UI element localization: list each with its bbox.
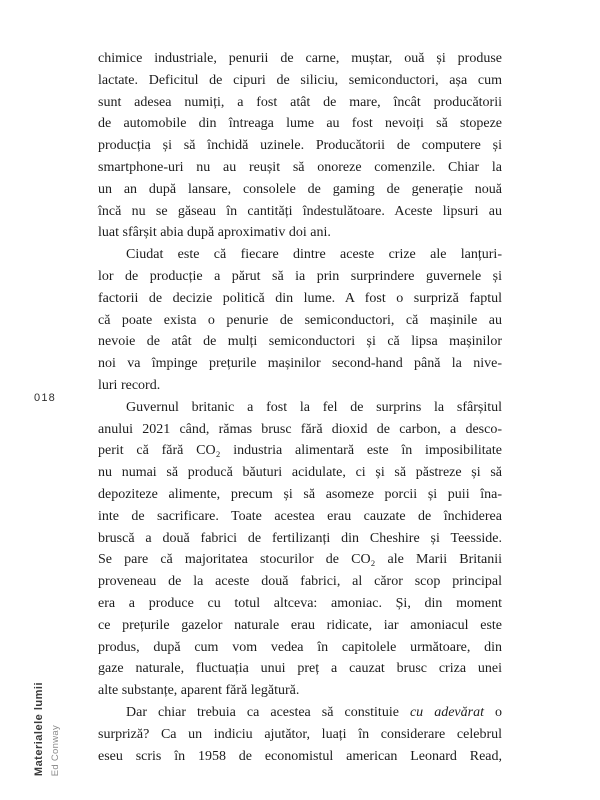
text-line: lactate. Deficitul de cipuri de siliciu, semiconductori, așa cum: [98, 72, 502, 88]
text-line: Ciudat este că fiecare dintre aceste crize ale lanțuri-: [126, 247, 502, 263]
book-title-vertical: Materialele lumii: [33, 681, 45, 776]
text-line: luat sfârșit abia după aproximativ doi ani.: [98, 225, 331, 241]
text-line: proveneau de la aceste două fabrici, al căror scop principal: [98, 574, 502, 590]
text-line: depoziteze alimente, precum și să asomeze porcii și puii îna-: [98, 486, 502, 502]
text-line: producția și să închidă uzinele. Producătorii de computere și: [98, 138, 502, 154]
spine-text: [33, 682, 61, 776]
text-line: alte substanțe, aparent fără legătură.: [98, 683, 300, 699]
text-line: gaze naturale, fluctuația unui preț a cauzat brusc criza unei: [98, 661, 502, 677]
paragraph: [98, 397, 502, 702]
paragraph: [98, 702, 502, 767]
text-line: sunt adesea numiți, a fost atât de mare, încât producătorii: [98, 94, 502, 110]
text-line: Se pare că majoritatea stocurilor de CO₂ ale Marii Britanii: [98, 552, 502, 568]
text-line: luri record.: [98, 377, 161, 393]
text-line: că poate exista o penurie de semiconductori, că mașinile au: [98, 312, 502, 328]
text-line: bruscă a două fabrici de fertilizanți din Cheshire și Teesside.: [98, 530, 502, 546]
text-segment: o: [483, 704, 502, 720]
text-line: Guvernul britanic a fost la fel de surprins la sfârșitul: [126, 399, 502, 415]
text-line: chimice industriale, penurii de carne, muștar, ouă și produse: [98, 51, 502, 66]
text-line: noi va împinge prețurile mașinilor second-hand până la nive-: [98, 356, 502, 372]
paragraph: [98, 48, 502, 244]
text-block: [98, 48, 502, 767]
page-number: 018: [34, 392, 56, 404]
text-line: factorii de decizie politică din lume. A fost o surpriză faptul: [98, 290, 502, 306]
text-line: perit că fără CO₂ industria alimentară este în imposibilitate: [98, 443, 502, 459]
text-line: surpriză? Ca un indiciu ajutător, luați în considerare celebrul: [98, 726, 502, 742]
text-line: inte de sacrificare. Toate acestea erau cauzate de închiderea: [98, 508, 502, 524]
text-line: [98, 702, 502, 724]
text-line: era a produce cu totul altceva: amoniac. Și, din moment: [98, 595, 502, 611]
text-line: produs, după cum vom vedea în capitolele următoare, din: [98, 639, 502, 655]
text-line: lor de producție a părut să ia prin surprindere guvernele și: [98, 268, 502, 284]
emphasis-text: cu adevărat: [409, 704, 484, 720]
text-segment: Dar chiar trebuia ca acestea să constituie: [126, 704, 410, 720]
text-line: anului 2021 când, rămas brusc fără dioxid de carbon, a desco-: [98, 421, 502, 437]
text-line: un an după lansare, consolele de gaming de generație nouă: [98, 181, 502, 197]
text-line: smartphone-uri nu au reușit să onoreze comenzile. Chiar la: [98, 159, 502, 175]
text-line: eseu scris în 1958 de economistul american Leonard Read,: [98, 748, 502, 764]
book-author-vertical: Ed Conway: [50, 724, 61, 776]
text-line: nu numai să producă băuturi acidulate, ci și să păstreze și să: [98, 465, 502, 481]
paragraph: [98, 244, 502, 397]
text-line: ce prețurile gazelor naturale erau ridicate, iar amoniacul este: [98, 617, 502, 633]
text-line: nevoie de atât de mulți semiconductori și că lipsa mașinilor: [98, 334, 502, 350]
text-line: încă nu se găseau în cantități îndestulătoare. Aceste lipsuri au: [98, 203, 502, 219]
text-line: de automobile din întreaga lume au fost nevoiți să stopeze: [98, 116, 502, 132]
